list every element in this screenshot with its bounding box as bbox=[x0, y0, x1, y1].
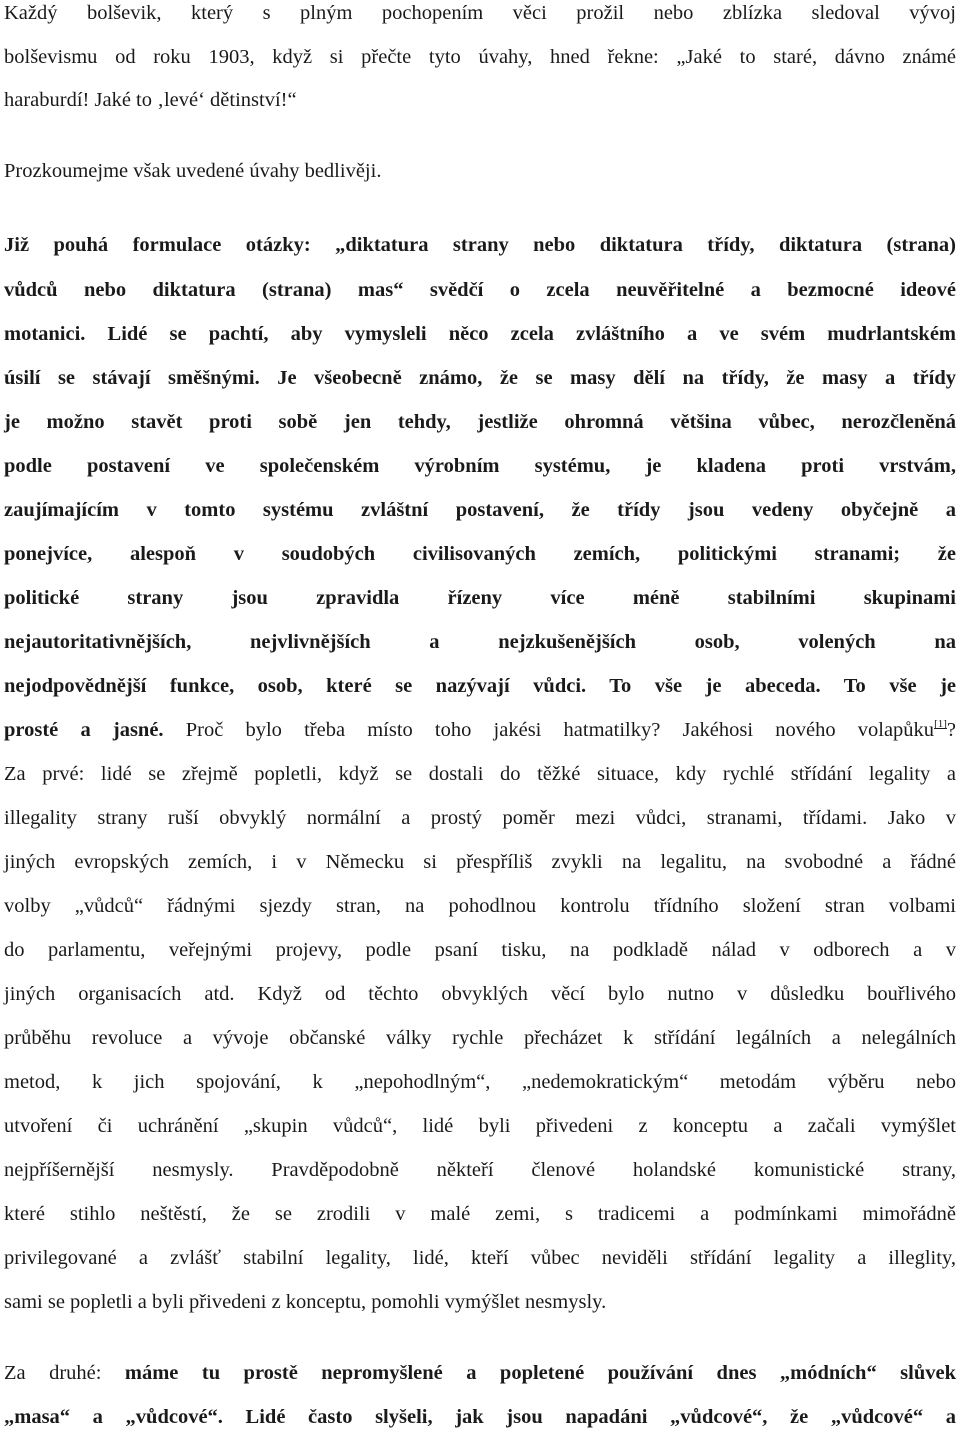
text-line bbox=[4, 982, 956, 1006]
text-run: které stihlo neštěstí, že se zrodili v malé zemi, s tradicemi a podmínkami mimořádně bbox=[4, 1203, 956, 1225]
text-line bbox=[4, 1361, 956, 1385]
text-line bbox=[4, 762, 956, 786]
text-run: utvoření či uchránění „skupin vůdců“, lidé byli přivedeni z konceptu a začali vymýšlet bbox=[4, 1115, 956, 1137]
text-run: politické strany jsou zpravidla řízeny více méně stabilními skupinami bbox=[4, 587, 956, 609]
text-run: do parlamentu, veřejnými projevy, podle psaní tisku, na podkladě nálad v odborech a v bbox=[4, 939, 956, 961]
text-run: haraburdí! Jaké to ‚levé‘ dětinství!“ bbox=[4, 89, 297, 111]
text-run: Již pouhá formulace otázky: „diktatura strany nebo diktatura třídy, diktatura (strana) bbox=[4, 234, 956, 256]
text-run: metod, k jich spojování, k „nepohodlným“, „nedemokratickým“ metodám výběru nebo bbox=[4, 1071, 956, 1093]
text-line bbox=[4, 45, 956, 69]
text-line bbox=[4, 454, 956, 478]
text-run: zaujímajícím v tomto systému zvláštní postavení, že třídy jsou vedeny obyčejně a bbox=[4, 499, 956, 521]
text-line bbox=[4, 1114, 956, 1138]
text-line bbox=[4, 630, 956, 654]
text-run: ? bbox=[946, 719, 956, 741]
text-line bbox=[4, 1202, 956, 1226]
text-run: „masa“ a „vůdcové“. Lidé často slyšeli, jak jsou napadáni „vůdcové“, že „vůdcové“ a bbox=[4, 1406, 956, 1428]
text-line bbox=[4, 233, 956, 257]
text-run-bold: prosté a jasné. bbox=[4, 719, 164, 741]
text-run: sami se popletli a byli přivedeni z konceptu, pomohli vymýšlet nesmysly. bbox=[4, 1291, 607, 1313]
text-run: je možno stavět proti sobě jen tehdy, jestliže ohromná většina vůbec, nerozčleněná bbox=[4, 411, 956, 433]
text-line bbox=[4, 938, 956, 962]
text-run: jiných organisacích atd. Když od těchto obvyklých věcí bylo nutno v důsledku bouřlivého bbox=[4, 983, 956, 1005]
text-line bbox=[4, 1, 956, 25]
text-line bbox=[4, 806, 956, 830]
text-line bbox=[4, 278, 956, 302]
text-run: podle postavení ve společenském výrobním systému, je kladena proti vrstvám, bbox=[4, 455, 956, 477]
text-run: nejautoritativnějších, nejvlivnějších a nejzkušenějších osob, volených na bbox=[4, 631, 956, 653]
text-line bbox=[4, 159, 956, 183]
text-line bbox=[4, 1290, 956, 1314]
text-run: nejpříšernější nesmysly. Pravděpodobně někteří členové holandské komunistické strany, bbox=[4, 1159, 956, 1181]
text-run: průběhu revoluce a vývoje občanské války rychle přecházet k střídání legálních a nelegálních bbox=[4, 1027, 956, 1049]
text-run: ponejvíce, alespoň v soudobých civilisovaných zemích, politickými stranami; že bbox=[4, 543, 956, 565]
text-line bbox=[4, 1158, 956, 1182]
text-run: Za druhé: bbox=[4, 1362, 125, 1384]
text-line bbox=[4, 850, 956, 874]
text-line bbox=[4, 542, 956, 566]
text-run: vůdců nebo diktatura (strana) mas“ svědčí o zcela neuvěřitelné a bezmocné ideové bbox=[4, 279, 956, 301]
text-run: jiných evropských zemích, i v Německu si přespříliš zvykli na legalitu, na svobodné a řádné bbox=[4, 851, 956, 873]
text-run: illegality strany ruší obvyklý normální a prostý poměr mezi vůdci, stranami, třídami. Jako v bbox=[4, 807, 956, 829]
text-line bbox=[4, 1026, 956, 1050]
text-run: bolševismu od roku 1903, když si přečte tyto úvahy, hned řekne: „Jaké to staré, dávno známé bbox=[4, 46, 956, 68]
text-line bbox=[4, 674, 956, 698]
text-line bbox=[4, 498, 956, 522]
text-run: nejodpovědnější funkce, osob, které se nazývají vůdci. To vše je abeceda. To vše je bbox=[4, 675, 956, 697]
text-run: Proč bylo třeba místo toho jakési hatmatilky? Jakéhosi nového volapůku bbox=[163, 719, 935, 741]
text-run-bold: máme tu prostě nepromyšlené a popletené používání dnes „módních“ slůvek bbox=[124, 1362, 956, 1384]
text-line bbox=[4, 410, 956, 434]
text-run: privilegované a zvlášť stabilní legality, lidé, kteří vůbec neviděli střídání legality a illeglity, bbox=[4, 1247, 956, 1269]
text-line bbox=[4, 894, 956, 918]
text-line bbox=[4, 88, 956, 112]
text-line bbox=[4, 1405, 956, 1429]
text-line bbox=[4, 718, 956, 742]
text-run: Prozkoumejme však uvedené úvahy bedlivěji. bbox=[4, 160, 382, 182]
text-line bbox=[4, 366, 956, 390]
text-line bbox=[4, 586, 956, 610]
text-run: úsilí se stávají směšnými. Je všeobecně známo, že se masy dělí na třídy, že masy a třídy bbox=[4, 367, 956, 389]
text-run: Každý bolševik, který s plným pochopením věci prožil nebo zblízka sledoval vývoj bbox=[4, 2, 956, 24]
footnote-link[interactable]: [1] bbox=[934, 718, 947, 730]
text-line bbox=[4, 1070, 956, 1094]
text-run: motanici. Lidé se pachtí, aby vymysleli něco zcela zvláštního a ve svém mudrlantském bbox=[4, 323, 956, 345]
text-run: Za prvé: lidé se zřejmě popletli, když se dostali do těžké situace, kdy rychlé střídání legality a bbox=[4, 763, 956, 785]
text-line bbox=[4, 1246, 956, 1270]
text-line bbox=[4, 322, 956, 346]
text-run: volby „vůdců“ řádnými sjezdy stran, na pohodlnou kontrolu třídního složení stran volbami bbox=[4, 895, 956, 917]
